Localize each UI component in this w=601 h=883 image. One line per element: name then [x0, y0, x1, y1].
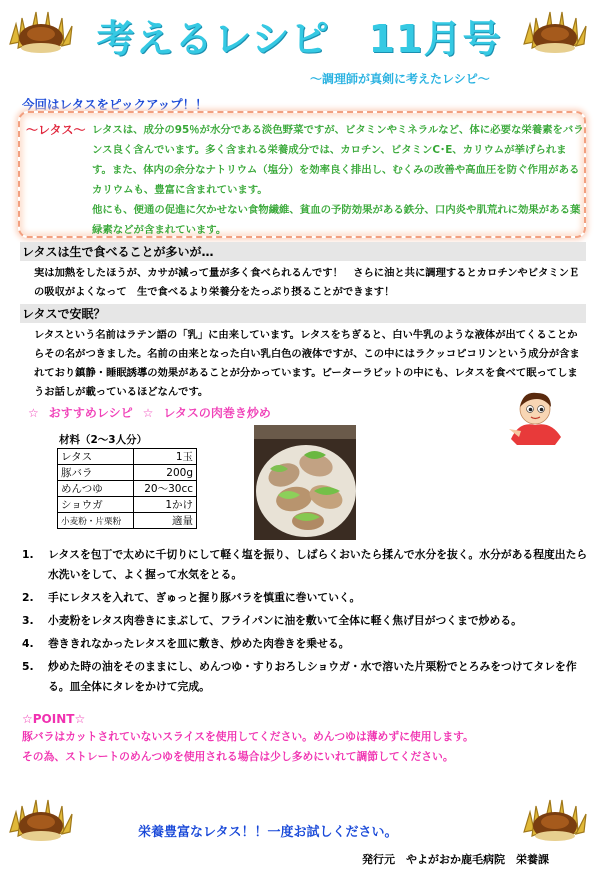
- table-row: [58, 513, 197, 529]
- step-text: 手にレタスを入れて、ぎゅっと握り豚バラを慎重に巻いていく。: [48, 591, 361, 604]
- section-heading: レタスで安眠？: [20, 304, 586, 323]
- chestnut-icon: [6, 792, 76, 846]
- ingredient-name: レタス: [58, 449, 134, 465]
- list-item: [22, 657, 592, 697]
- table-row: [58, 497, 197, 513]
- step-text: 小麦粉をレタス肉巻きにまぶして、フライパンに油を敷いて全体に軽く焦げ目がつくまで炒める。: [48, 614, 522, 627]
- step-number: 4.: [22, 637, 34, 650]
- ingredients-caption: 材料（2～3人分）: [59, 434, 148, 446]
- step-number: 3.: [22, 614, 34, 627]
- section-sleep: [20, 304, 586, 402]
- step-number: 1.: [22, 548, 34, 561]
- point-body: [22, 727, 592, 767]
- ingredient-name: めんつゆ: [58, 481, 134, 497]
- step-text: 巻ききれなかったレタスを皿に敷き、炒めた肉巻きを乗せる。: [48, 637, 350, 650]
- star-icon: ☆: [28, 406, 39, 420]
- section-body: 実は加熱をしたほうが、カサが減って量が多く食べられるんです！ さらに油と共に調理するとカロチンやビタミンＥの吸収がよくなって 生で食べるより栄養分をたっぷり摂ることができます！: [34, 267, 580, 298]
- section-heading: レタスは生で食べることが多いが…: [20, 242, 586, 261]
- chestnut-icon: [520, 792, 590, 846]
- table-row: [58, 465, 197, 481]
- step-number: 2.: [22, 591, 34, 604]
- point-line: 豚バラはカットされていないスライスを使用してください。めんつゆは薄めずに使用します。: [22, 730, 474, 743]
- recipe-steps: [22, 545, 592, 700]
- ingredient-amount: 20～30cc: [133, 481, 196, 497]
- ingredient-name: 小麦粉・片栗粉: [58, 513, 134, 529]
- recipe-heading: [28, 404, 281, 421]
- table-row: [58, 481, 197, 497]
- star-icon: ☆: [142, 406, 154, 420]
- lettuce-description: [92, 120, 584, 240]
- ingredient-name: ショウガ: [58, 497, 134, 513]
- ingredient-name: 豚バラ: [58, 465, 134, 481]
- closing-message: 栄養豊富なレタス！！一度お試しください。: [138, 825, 398, 840]
- ingredient-amount: 適量: [133, 513, 196, 529]
- publisher: 発行元 やよがおか鹿毛病院 栄養課: [362, 853, 549, 866]
- step-text: レタスを包丁で太めに千切りにして軽く塩を振り、しばらくおいたら揉んで水分を抜く。水分がある程度出たら水洗いをして、よく握って水気をとる。: [48, 548, 588, 581]
- step-number: 5.: [22, 660, 34, 673]
- page-subtitle: ～調理師が真剣に考えたレシピ～: [310, 72, 490, 86]
- ingredient-amount: 200g: [133, 465, 196, 481]
- list-item: [22, 545, 592, 585]
- chestnut-icon: [6, 4, 76, 58]
- list-item: [22, 588, 592, 608]
- pickup-heading: 今回はレタスをピックアップ！！: [22, 97, 208, 112]
- point-heading: ☆POINT☆: [22, 712, 86, 726]
- list-item: [22, 611, 592, 631]
- recipe-name: レタスの肉巻き炒め: [163, 406, 271, 420]
- list-item: [22, 634, 592, 654]
- page-title: 考えるレシピ 11月号: [96, 17, 502, 61]
- lettuce-paragraph: 他にも、便通の促進に欠かせない食物繊維、貧血の予防効果がある鉄分、口内炎や肌荒れに効果がある葉緑素などが含まれています。: [92, 204, 581, 236]
- ingredients-table: [57, 448, 197, 529]
- chestnut-icon: [520, 4, 590, 58]
- lettuce-paragraph: レタスは、成分の95％が水分である淡色野菜ですが、ビタミンやミネラルなど、体に必要な栄養素をバランス良く含んでいます。多く含まれる栄養成分では、カロチン、ビタミンC･E、カリウムが挙げられます。また、体内の余分なナトリウム（塩分）を効率良く排出し、むくみの改善や高血圧を防ぐ作用があるカリウムも、豊富に含まれています。: [92, 124, 584, 196]
- recipe-label: おすすめレシピ: [48, 406, 133, 420]
- lettuce-info-box: [18, 111, 586, 238]
- mascot-icon: [505, 387, 565, 447]
- section-raw-lettuce: [20, 242, 586, 302]
- section-body: レタスという名前はラテン語の「乳」に由来しています。レタスをちぎると、白い牛乳のような液体が出てくることからその名がつきました。名前の由来となった白い乳白色の液体ですが、この中にはラクッコピコリンという成分が含まれており鎮静・睡眠誘導の効果があることが分かっています。ピーターラビットの中にも、レタスを食べて眠ってしまうお話しが載っているほどなんです。: [34, 329, 580, 398]
- ingredient-amount: 1玉: [133, 449, 196, 465]
- dish-photo: [254, 425, 356, 540]
- ingredient-amount: 1かけ: [133, 497, 196, 513]
- lettuce-label: ～レタス～: [26, 123, 86, 137]
- table-row: [58, 449, 197, 465]
- step-text: 炒めた時の油をそのままにし、めんつゆ・すりおろしショウガ・水で溶いた片栗粉でとろみをつけてタレを作る。皿全体にタレをかけて完成。: [48, 660, 577, 693]
- point-line: その為、ストレートのめんつゆを使用される場合は少し多めにいれて調節してください。: [22, 750, 454, 763]
